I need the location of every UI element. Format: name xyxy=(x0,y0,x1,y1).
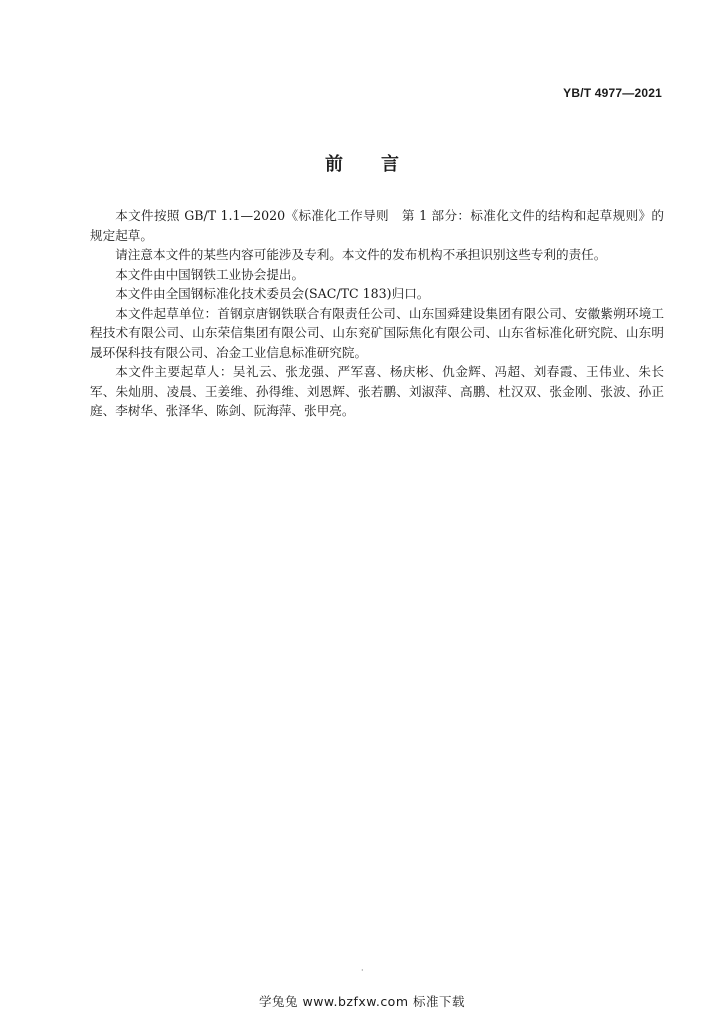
paragraph-proposer: 本文件由中国钢铁工业协会提出。 xyxy=(115,266,305,282)
footer-watermark: 学兔兔 www.bzfxw.com 标准下载 xyxy=(259,994,465,1009)
page-title: 前言 xyxy=(325,154,437,175)
paragraph-patent-notice: 请注意本文件的某些内容可能涉及专利。本文件的发布机构不承担识别这些专利的责任。 xyxy=(115,247,607,262)
paragraph-committee: 本文件由全国钢标准化技术委员会(SAC/TC 183)归口。 xyxy=(115,286,430,301)
paragraph-drafting-units: 本文件起草单位：首钢京唐钢铁联合有限责任公司、山东国舜建设集团有限公司、安徽紫朔环境工程技术有限公司、山东荣信集团有限公司、山东兖矿国际焦化有限公司、山东省标准化研究院、山东明晟环保科技有限公司、冶金工业信息标准研究院。 xyxy=(90,305,664,360)
standard-code: YB/T 4977—2021 xyxy=(563,86,662,100)
foreword-body xyxy=(90,206,664,421)
paragraph-drafters: 本文件主要起草人：吴礼云、张龙强、严军喜、杨庆彬、仇金辉、冯超、刘春霞、王伟业、朱长军、朱灿朋、凌晨、王姜维、孙得维、刘恩辉、张若鹏、刘淑萍、高鹏、杜汉双、张金刚、张波、孙正庭、李树华、张泽华、陈剑、阮海萍、张甲亮。 xyxy=(90,364,664,418)
page-dot: · xyxy=(361,966,364,975)
paragraph-drafting-rules: 本文件按照 GB/T 1.1—2020《标准化工作导则 第 1 部分：标准化文件的结构和起草规则》的规定起草。 xyxy=(90,208,664,243)
